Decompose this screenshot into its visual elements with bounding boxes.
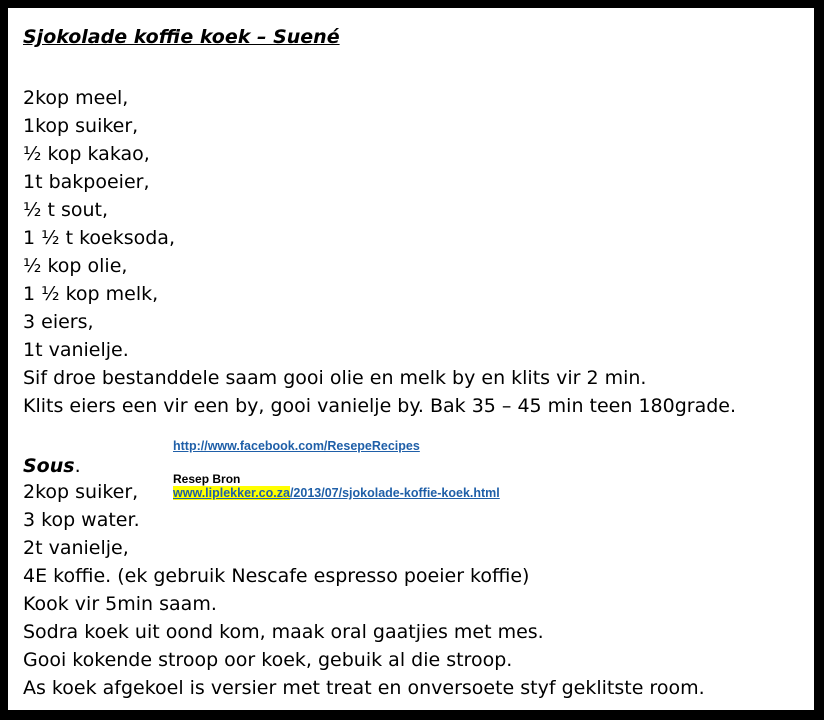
sauce-line: 2kop suiker, [23,481,139,503]
sauce-heading [23,455,81,477]
ingredient-line: 1t vanielje. [23,339,129,361]
sauce-heading-dot: . [74,455,81,477]
sauce-heading-text: Sous [23,455,75,477]
source-link-host: www.liplekker.co.za [173,486,290,500]
source-link[interactable] [173,486,500,500]
ingredient-line: 1 ½ t koeksoda, [23,227,175,249]
sauce-line: 2t vanielje, [23,537,129,559]
ingredient-line: ½ kop olie, [23,255,128,277]
facebook-link[interactable]: http://www.facebook.com/ResepeRecipes [173,439,420,453]
method-line: Klits eiers een vir een by, gooi vanielje by. Bak 35 – 45 min teen 180grade. [23,395,737,417]
sauce-line: Sodra koek uit oond kom, maak oral gaatjies met mes. [23,621,544,643]
method-line: Sif droe bestanddele saam gooi olie en melk by en klits vir 2 min. [23,367,647,389]
ingredient-line: 2kop meel, [23,87,129,109]
recipe-page [8,8,814,710]
recipe-title: Sjokolade koffie koek – Suené [23,26,340,48]
ingredient-line: 1kop suiker, [23,115,139,137]
source-link-path: /2013/07/sjokolade-koffie-koek.html [289,486,500,500]
sauce-line: As koek afgekoel is versier met treat en onversoete styf geklitste room. [23,677,705,699]
sauce-line: 3 kop water. [23,509,140,531]
ingredient-line: 1 ½ kop melk, [23,283,159,305]
ingredient-line: ½ kop kakao, [23,143,150,165]
ingredient-line: 3 eiers, [23,311,94,333]
ingredient-line: 1t bakpoeier, [23,171,150,193]
ingredient-line: ½ t sout, [23,199,108,221]
source-label: Resep Bron [173,472,241,486]
sauce-line: Gooi kokende stroop oor koek, gebuik al die stroop. [23,649,513,671]
sauce-line: 4E koffie. (ek gebruik Nescafe espresso poeier koffie) [23,565,530,587]
sauce-line: Kook vir 5min saam. [23,593,217,615]
